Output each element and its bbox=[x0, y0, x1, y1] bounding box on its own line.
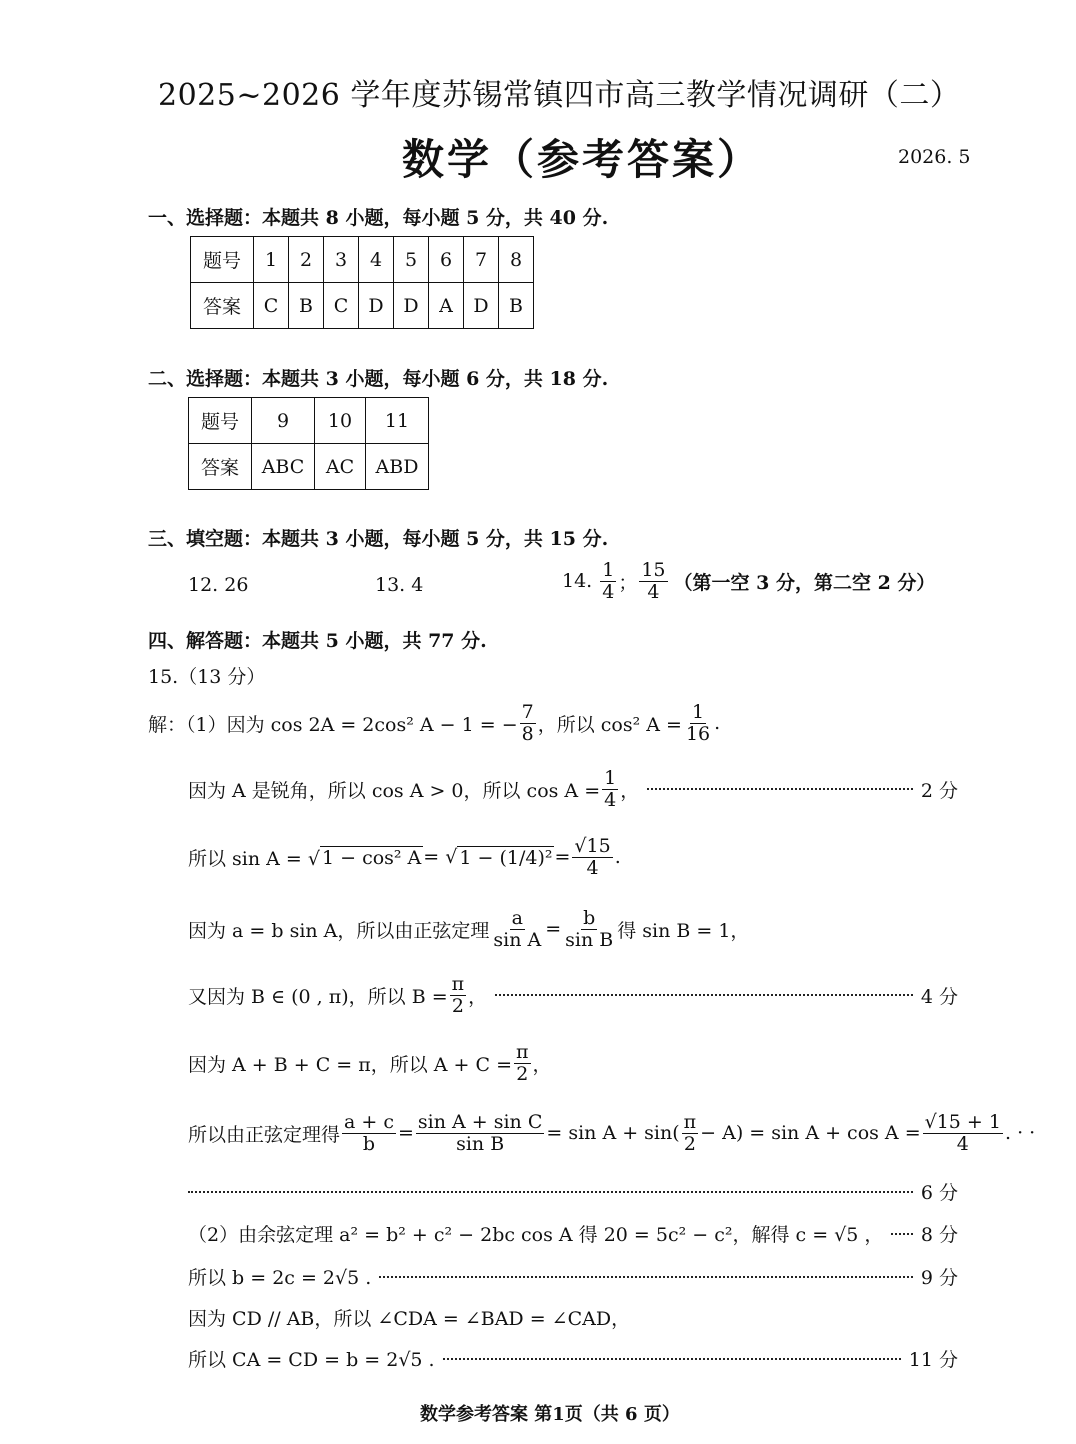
solution-line-10: 所以 b = 2c = 2√5 . 9 分 bbox=[188, 1263, 958, 1290]
score-label: 4 分 bbox=[920, 985, 958, 1008]
document-title: 2025~2026 学年度苏锡常镇四市高三教学情况调研（二） bbox=[158, 78, 961, 113]
fraction: $\frac{\text{sin A + sin C}}{\text{sin B}}$ bbox=[417, 1111, 543, 1155]
table-cell: ABC bbox=[252, 444, 315, 490]
section2-answer-table bbox=[188, 397, 429, 490]
fraction: $\frac{√15 + 1}{4}$ bbox=[924, 1111, 1001, 1155]
answer-13: 13. 4 bbox=[375, 574, 424, 596]
section4-heading: 四、解答题：本题共 5 小题，共 77 分. bbox=[148, 630, 487, 652]
table-cell: AC bbox=[315, 444, 366, 490]
solution-line-5: 又因为 B ∈ (0 , π)，所以 B = $\frac{\pi}{2}$ ， 4 分 bbox=[188, 973, 958, 1017]
solution-line-7: 所以由正弦定理得 $\frac{a + c}{b}$ = $\frac{\text{sin A + sin C}}{\text{sin B}}$ = sin A + sin( $\frac{\pi}{2}$ − A) = sin A + cos A = $\frac{√15 + 1}{4}$ . · · bbox=[188, 1111, 1036, 1155]
dot-leader bbox=[379, 1276, 913, 1278]
solution-line-6: 因为 A + B + C = π，所以 A + C = $\frac{\pi}{2}$ ， bbox=[188, 1041, 552, 1085]
table-cell: D bbox=[464, 283, 499, 329]
fraction: $\frac{a}{\text{sin A}}$ bbox=[493, 907, 542, 951]
solution-line-1: 解：（1）因为 cos 2A = 2cos² A − 1 = − $\frac{7}{8}$ ，所以 cos² A = $\frac{1}{16}$ . bbox=[148, 701, 721, 745]
score-label: 11 分 bbox=[908, 1349, 958, 1371]
answer-14: 14. $\frac{1}{4}$ ； $\frac{15}{4}$ （第一空 3 分，第二空 2 分） bbox=[562, 559, 936, 603]
score-label: 6 分 bbox=[920, 1182, 958, 1204]
fraction: $\frac{7}{8}$ bbox=[521, 701, 534, 745]
score-label: 9 分 bbox=[920, 1267, 958, 1289]
section2-heading: 二、选择题：本题共 3 小题，每小题 6 分，共 18 分. bbox=[148, 368, 609, 390]
table-cell: A bbox=[429, 283, 464, 329]
dot-leader bbox=[495, 994, 913, 996]
fraction: $\frac{√15}{4}$ bbox=[574, 835, 611, 879]
fraction: $\frac{1}{4}$ bbox=[604, 767, 617, 811]
table-cell: C bbox=[324, 283, 359, 329]
table-cell: 4 bbox=[359, 237, 394, 283]
solution-line-12: 所以 CA = CD = b = 2√5 . 11 分 bbox=[188, 1345, 958, 1372]
fraction: $\frac{1}{16}$ bbox=[685, 701, 711, 745]
section1-heading: 一、选择题：本题共 8 小题，每小题 5 分，共 40 分. bbox=[148, 207, 609, 229]
answer-12: 12. 26 bbox=[188, 574, 249, 596]
document-subtitle: 数学（参考答案） bbox=[402, 135, 763, 184]
table-row bbox=[189, 398, 429, 444]
fraction: $\frac{b}{\text{sin B}}$ bbox=[565, 907, 614, 951]
solution-line-9: （2）由余弦定理 a² = b² + c² − 2bc cos A 得 20 = 5c² − c²，解得 c = √5 ， 8 分 bbox=[188, 1220, 958, 1247]
answer-14-label: 14. bbox=[562, 570, 593, 593]
dot-leader bbox=[188, 1191, 913, 1193]
answer-14-note: （第一空 3 分，第二空 2 分） bbox=[673, 571, 936, 594]
section1-answer-table bbox=[190, 236, 534, 329]
table-cell: B bbox=[499, 283, 534, 329]
fraction: $\frac{a + c}{b}$ bbox=[344, 1111, 394, 1155]
score-label: 8 分 bbox=[920, 1224, 958, 1246]
fraction: $\frac{15}{4}$ bbox=[641, 559, 666, 603]
table-cell: 11 bbox=[366, 398, 429, 444]
table-cell: 5 bbox=[394, 237, 429, 283]
solution-line-3: 所以 sin A = √ 1 − cos² A = √ 1 − (1/4)² = $\frac{√15}{4}$ . bbox=[188, 835, 621, 879]
score-label: 2 分 bbox=[920, 779, 958, 802]
solution-line-4: 因为 a = b sin A，所以由正弦定理 $\frac{a}{\text{sin A}}$ = $\frac{b}{\text{sin B}}$ 得 sin B = 1， bbox=[188, 907, 750, 951]
table-cell: 答案 bbox=[189, 444, 252, 490]
section3-heading: 三、填空题：本题共 3 小题，每小题 5 分，共 15 分. bbox=[148, 528, 609, 550]
table-cell: 题号 bbox=[191, 237, 254, 283]
table-row bbox=[191, 237, 534, 283]
dot-leader bbox=[443, 1358, 901, 1360]
table-cell: 1 bbox=[254, 237, 289, 283]
table-cell: C bbox=[254, 283, 289, 329]
solution-line-8 bbox=[188, 1178, 958, 1205]
fraction: $\frac{1}{4}$ bbox=[602, 559, 615, 603]
table-cell: 9 bbox=[252, 398, 315, 444]
fraction: $\frac{\pi}{2}$ bbox=[683, 1111, 697, 1155]
table-cell: B bbox=[289, 283, 324, 329]
page-footer: 数学参考答案 第1页（共 6 页） bbox=[420, 1404, 680, 1425]
table-cell: 7 bbox=[464, 237, 499, 283]
table-row bbox=[191, 283, 534, 329]
dot-leader bbox=[891, 1233, 912, 1235]
solution-line-2: 因为 A 是锐角，所以 cos A > 0，所以 cos A = $\frac{1}{4}$ ， 2 分 bbox=[188, 767, 958, 811]
table-cell: D bbox=[359, 283, 394, 329]
question-15-title: 15.（13 分） bbox=[148, 666, 266, 688]
table-cell: D bbox=[394, 283, 429, 329]
table-cell: 10 bbox=[315, 398, 366, 444]
table-cell: ABD bbox=[366, 444, 429, 490]
table-cell: 答案 bbox=[191, 283, 254, 329]
fraction: $\frac{\pi}{2}$ bbox=[451, 973, 465, 1017]
table-cell: 2 bbox=[289, 237, 324, 283]
table-cell: 3 bbox=[324, 237, 359, 283]
solution-line-11: 因为 CD // AB，所以 ∠CDA = ∠BAD = ∠CAD， bbox=[188, 1308, 631, 1330]
table-cell: 8 bbox=[499, 237, 534, 283]
document-date: 2026. 5 bbox=[898, 146, 971, 168]
table-cell: 6 bbox=[429, 237, 464, 283]
fraction: $\frac{\pi}{2}$ bbox=[516, 1041, 529, 1085]
table-cell: 题号 bbox=[189, 398, 252, 444]
dot-leader bbox=[647, 788, 913, 790]
table-row bbox=[189, 444, 429, 490]
